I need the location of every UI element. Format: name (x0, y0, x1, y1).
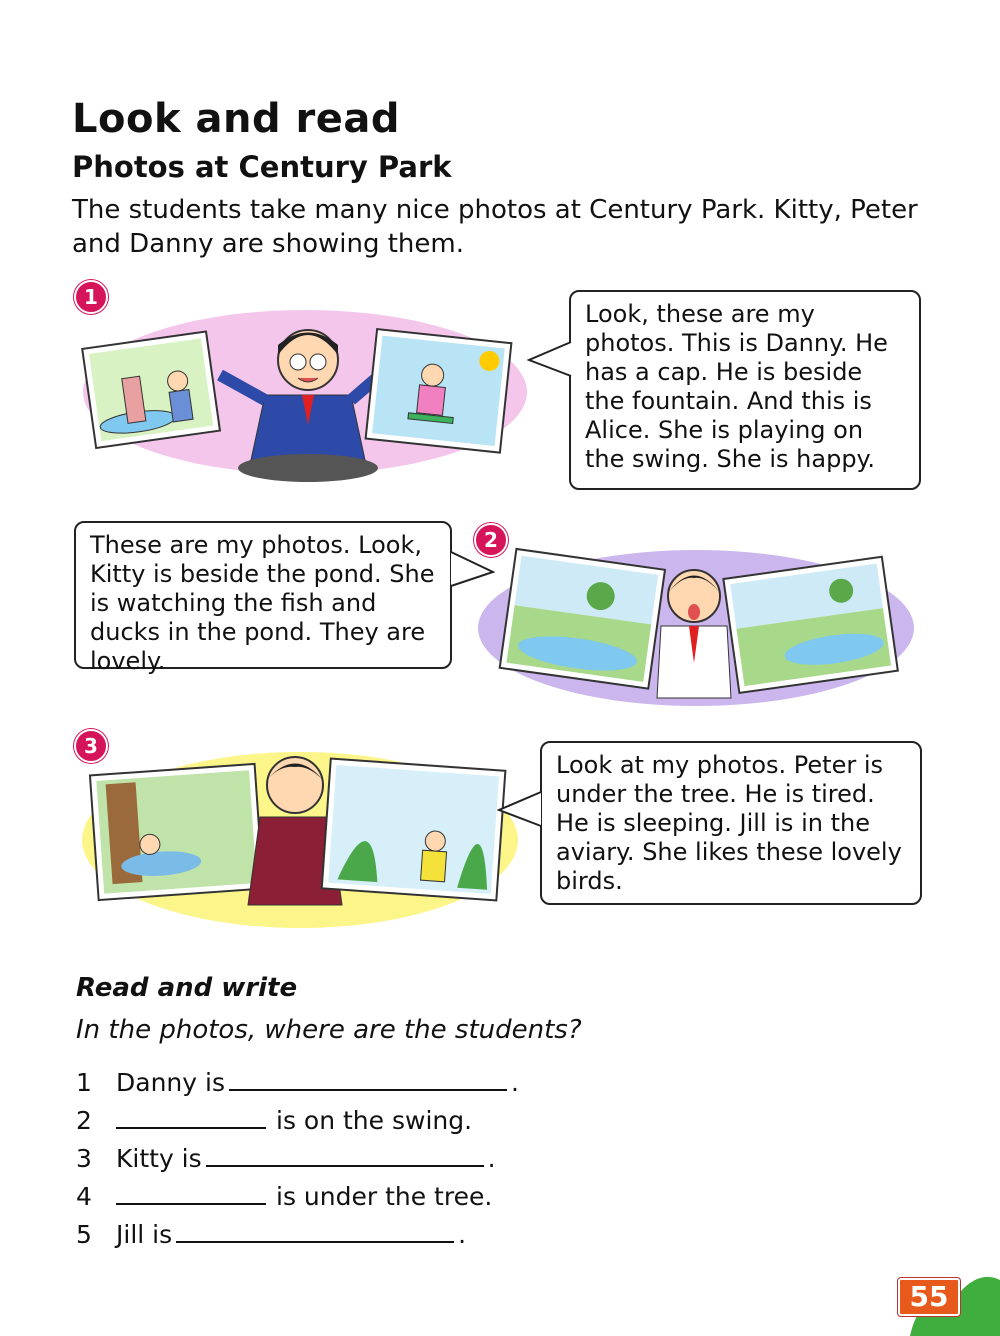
panel-2-speech-bubble (74, 521, 452, 675)
panel-3-illustration (80, 745, 520, 935)
panel-3-bubble-tail (497, 790, 543, 830)
peter-figure (657, 570, 731, 698)
exercise-item (76, 1063, 519, 1097)
pond-photo-left (500, 549, 665, 689)
exercise-item (76, 1101, 472, 1135)
exercise-item-before: Jill is (116, 1220, 173, 1249)
panel-1-speech: Look, these are my photos. This is Danny. He has a cap. He is beside the fountain. And this is Alice. She is playing on the swing. She is happy. (585, 300, 888, 473)
exercise-item-before: Kitty is (116, 1144, 202, 1173)
exercise-heading: Read and write (76, 973, 298, 1003)
answer-blank-5[interactable] (176, 1215, 454, 1243)
exercise-item-before: Danny is (116, 1068, 225, 1097)
exercise-item-number: 5 (76, 1220, 92, 1249)
panel-1-illustration (80, 300, 530, 485)
exercise-item-number: 3 (76, 1144, 92, 1173)
page-title: Look and read (72, 96, 400, 142)
intro-text: The students take many nice photos at Century Park. Kitty, Peter and Danny are showing them. (72, 195, 918, 259)
exercise-item (76, 1139, 496, 1173)
exercise-item-number: 4 (76, 1182, 92, 1211)
aviary-photo (322, 759, 506, 901)
fountain-photo (82, 332, 220, 448)
swing-photo (366, 329, 512, 453)
exercise-item-after: is under the tree. (276, 1182, 493, 1211)
exercise-item (76, 1215, 466, 1249)
exercise-item-after: . (487, 1144, 496, 1173)
panel-3-speech: Look at my photos. Peter is under the tree. He is tired. He is sleeping. Jill is in the aviary. She likes these lovely birds. (556, 751, 902, 895)
panel-1-number: 1 (74, 280, 108, 314)
exercise-question: In the photos, where are the students? (76, 1015, 582, 1045)
answer-blank-4[interactable] (116, 1177, 266, 1205)
pond-photo-right (723, 557, 897, 693)
exercise-item-after: . (458, 1220, 467, 1249)
exercise-item-after: . (510, 1068, 519, 1097)
answer-blank-2[interactable] (116, 1101, 266, 1129)
panel-1-bubble-tail (527, 340, 573, 380)
panel-3-speech-bubble (540, 741, 922, 905)
panel-2-speech: These are my photos. Look, Kitty is beside the pond. She is watching the fish and ducks in the pond. They are lovely. (90, 531, 435, 675)
exercise-item-number: 2 (76, 1106, 92, 1135)
panel-3-number: 3 (74, 729, 108, 763)
exercise-item (76, 1177, 492, 1211)
page-number: 55 (898, 1278, 960, 1316)
panel-2-number: 2 (474, 523, 508, 557)
exercise-item-after: is on the swing. (276, 1106, 473, 1135)
answer-blank-1[interactable] (229, 1063, 507, 1091)
panel-1-speech-bubble (569, 290, 921, 490)
tree-photo (90, 764, 263, 900)
answer-blank-3[interactable] (206, 1139, 484, 1167)
exercise-item-number: 1 (76, 1068, 92, 1097)
panel-2-illustration (476, 548, 916, 713)
page-subtitle: Photos at Century Park (72, 150, 452, 184)
